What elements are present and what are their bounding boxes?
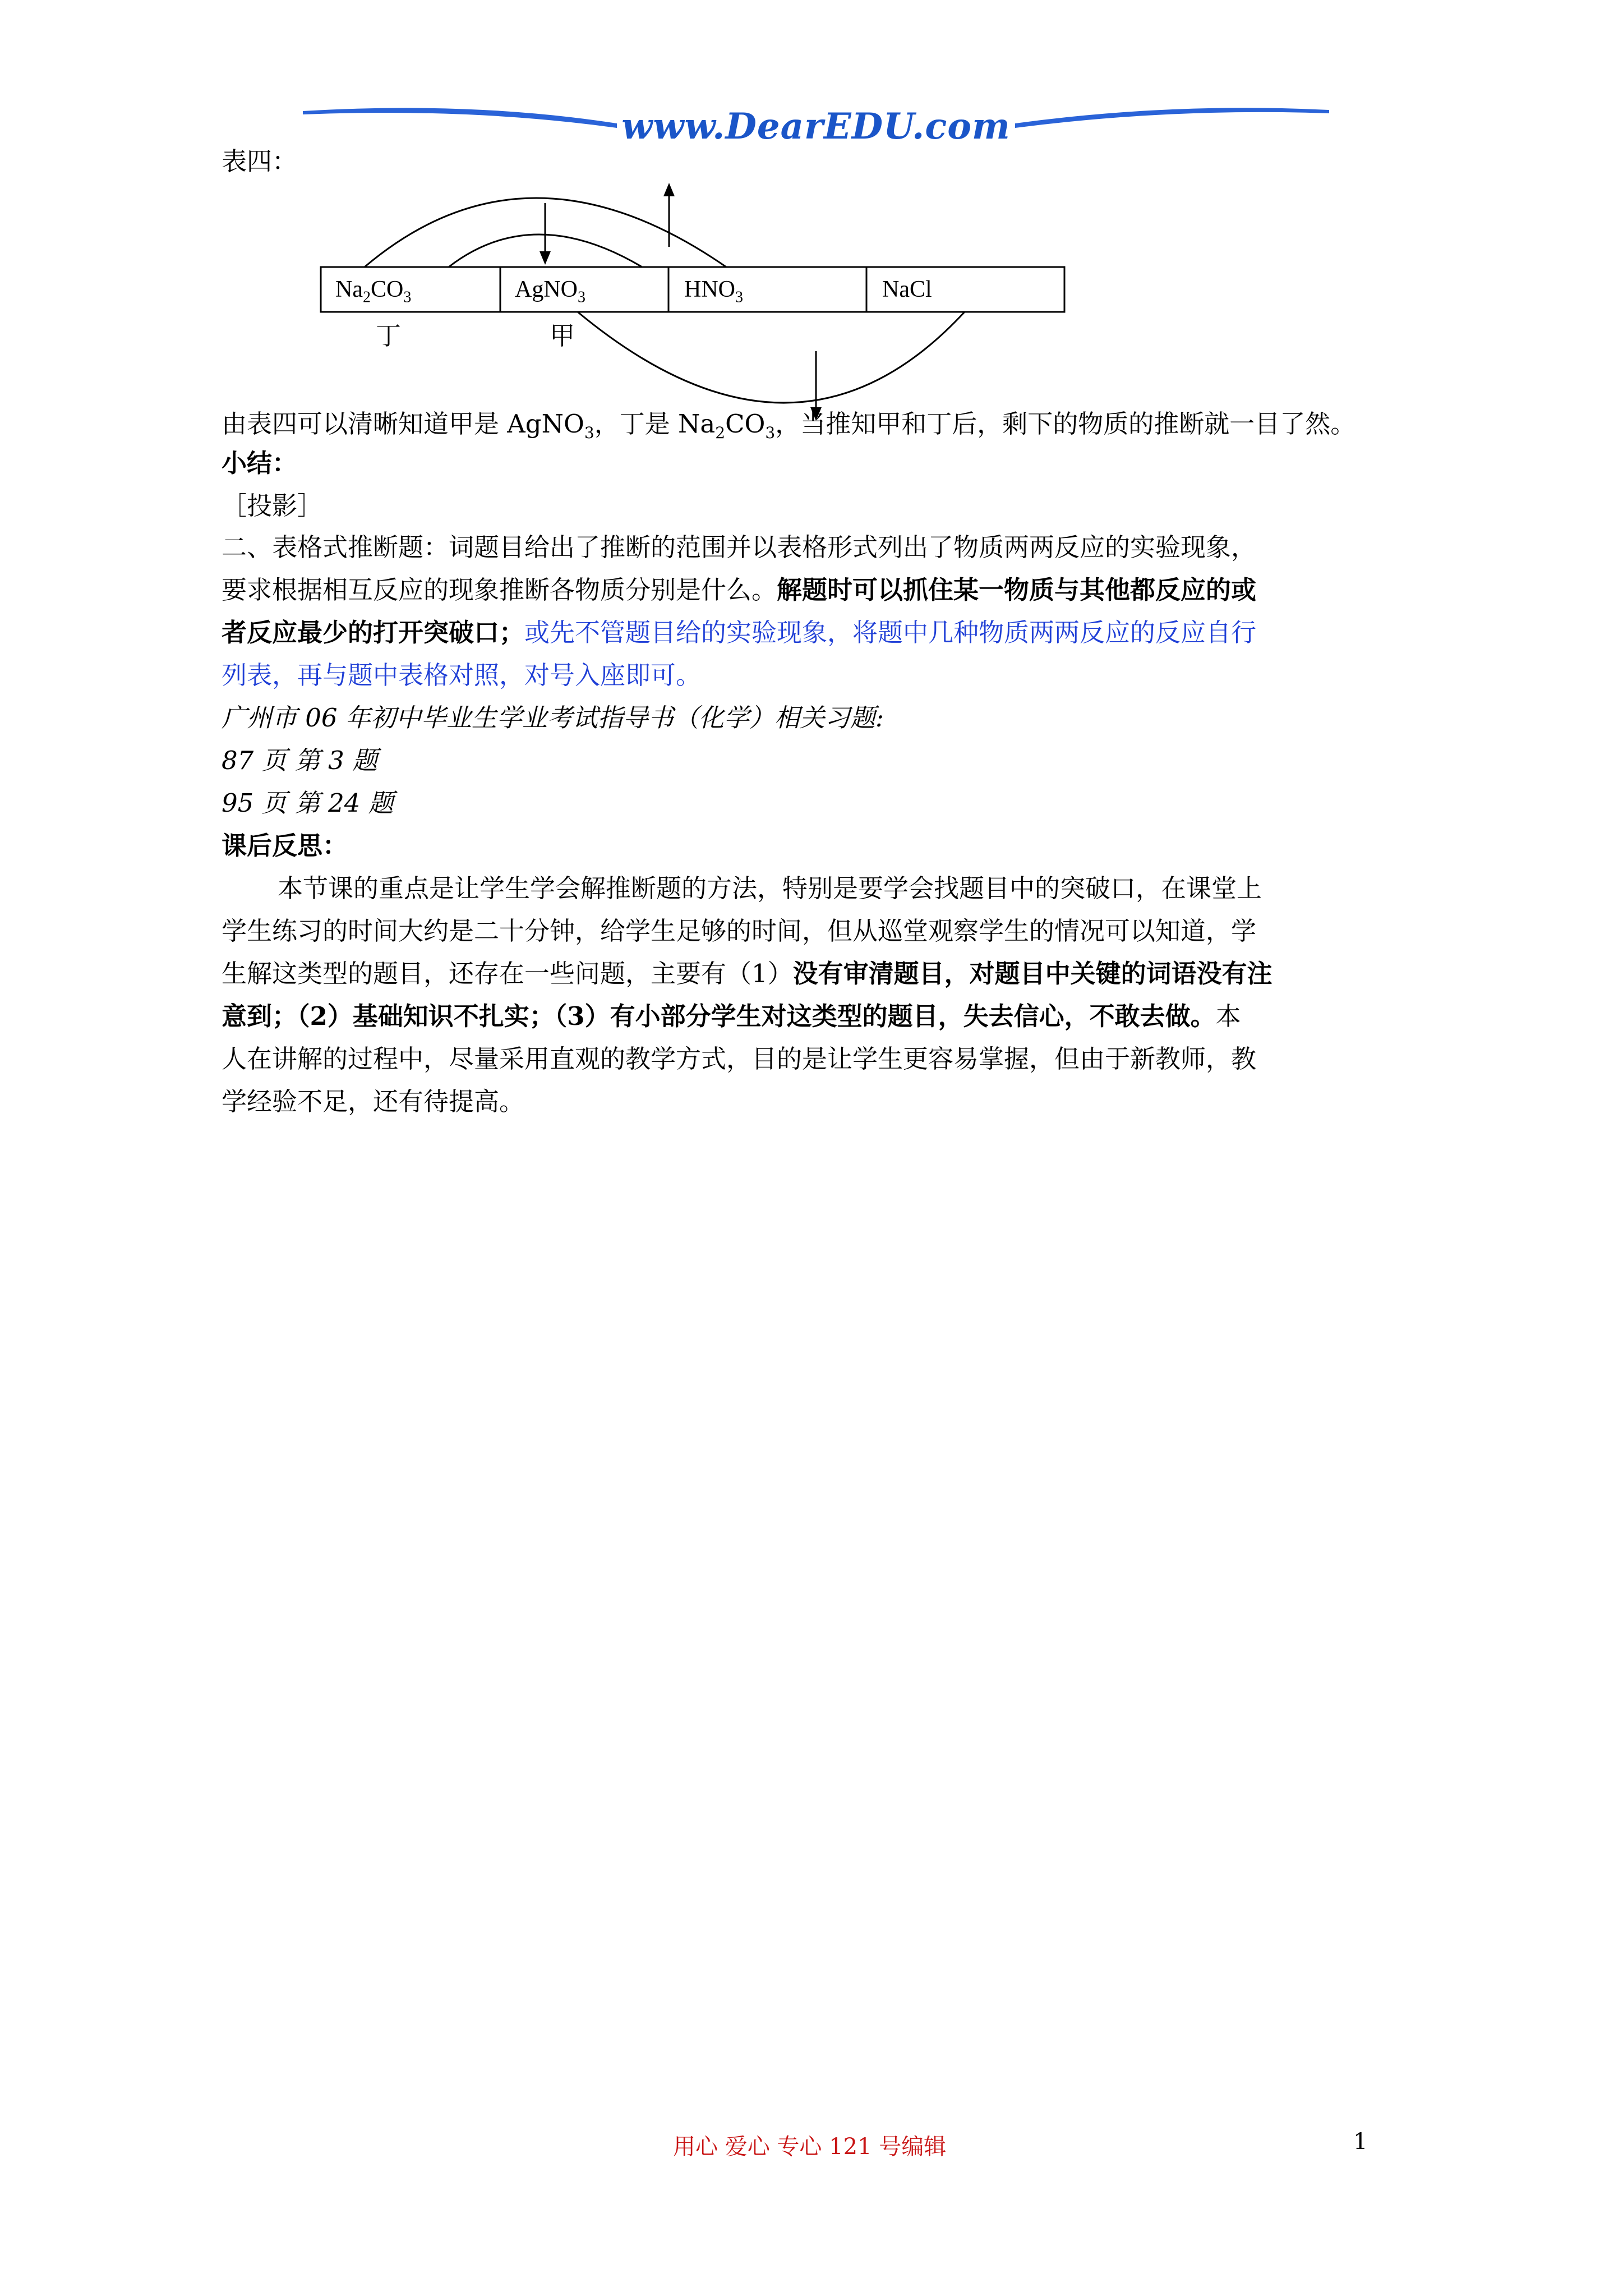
cell-hno3: $HNO_3$ <box>684 277 743 306</box>
header-logo <box>303 95 1329 157</box>
conclusion-line: 由表四可以清晰知道甲是 AgNO$_3$，丁是 $Na_2CO_3$，当推知甲和丁后，剩下的物质的推断就一目了然。 <box>222 409 1356 442</box>
label-jia: 甲 <box>550 321 575 351</box>
p2-line-4: 列表，再与题中表格对照，对号入座即可。 <box>222 660 702 690</box>
reflection-line-3: 生解这类型的题目，还存在一些问题，主要有（1）没有审清题目，对题目中关键的词语没有注 <box>222 959 1272 988</box>
reflection-line-5: 人在讲解的过程中，尽量采用直观的教学方式，目的是让学生更容易掌握，但由于新教师，教 <box>222 1044 1257 1074</box>
reference-line-2: 87 页 第 3 题 <box>222 746 378 775</box>
down-arrow-head-1 <box>540 251 551 265</box>
reference-line-1: 广州市 06 年初中毕业生学业考试指导书（化学）相关习题: <box>222 703 884 733</box>
arc-agno3-nacl <box>578 312 965 403</box>
p2-line-2: 要求根据相互反应的现象推断各物质分别是什么。解题时可以抓住某一物质与其他都反应的或 <box>222 575 1257 605</box>
reflection-line-1: 本节课的重点是让学生学会解推断题的方法，特别是要学会找题目中的突破口，在课堂上 <box>278 873 1262 903</box>
label-ding: 丁 <box>376 321 402 351</box>
up-arrow-head <box>663 183 675 196</box>
reaction-diagram <box>314 168 1099 438</box>
reflection-line-2: 学生练习的时间大约是二十分钟，给学生足够的时间，但从巡堂观察学生的情况可以知道，学 <box>222 916 1257 946</box>
reflection-heading: 课后反思： <box>222 831 348 861</box>
projection-label: ［投影］ <box>222 491 323 521</box>
p2-line-1: 二、表格式推断题：词题目给出了推断的范围并以表格形式列出了物质两两反应的实验现象， <box>222 532 1257 562</box>
cell-na2co3: $Na_2CO_3$ <box>335 277 412 306</box>
reflection-line-4: 意到；（2）基础知识不扎实；（3）有小部分学生对这类型的题目，失去信心，不敢去做。本 <box>222 1001 1241 1031</box>
footer-text: 用心 爱心 专心 121 号编辑 <box>673 2134 947 2160</box>
cell-nacl: NaCl <box>882 277 932 302</box>
reflection-line-6: 学经验不足，还有待提高。 <box>222 1087 525 1116</box>
table-title: 表四： <box>222 146 298 176</box>
p2-line-3: 者反应最少的打开突破口；或先不管题目给的实验现象，将题中几种物质两两反应的反应自行 <box>222 618 1257 647</box>
page-number: 1 <box>1353 2129 1368 2155</box>
reference-line-3: 95 页 第 24 题 <box>222 788 394 818</box>
logo-text: www.DearEDU.com <box>621 105 1011 148</box>
cell-agno3: AgNO$_3$ <box>515 277 585 306</box>
summary-heading: 小结： <box>222 448 298 478</box>
